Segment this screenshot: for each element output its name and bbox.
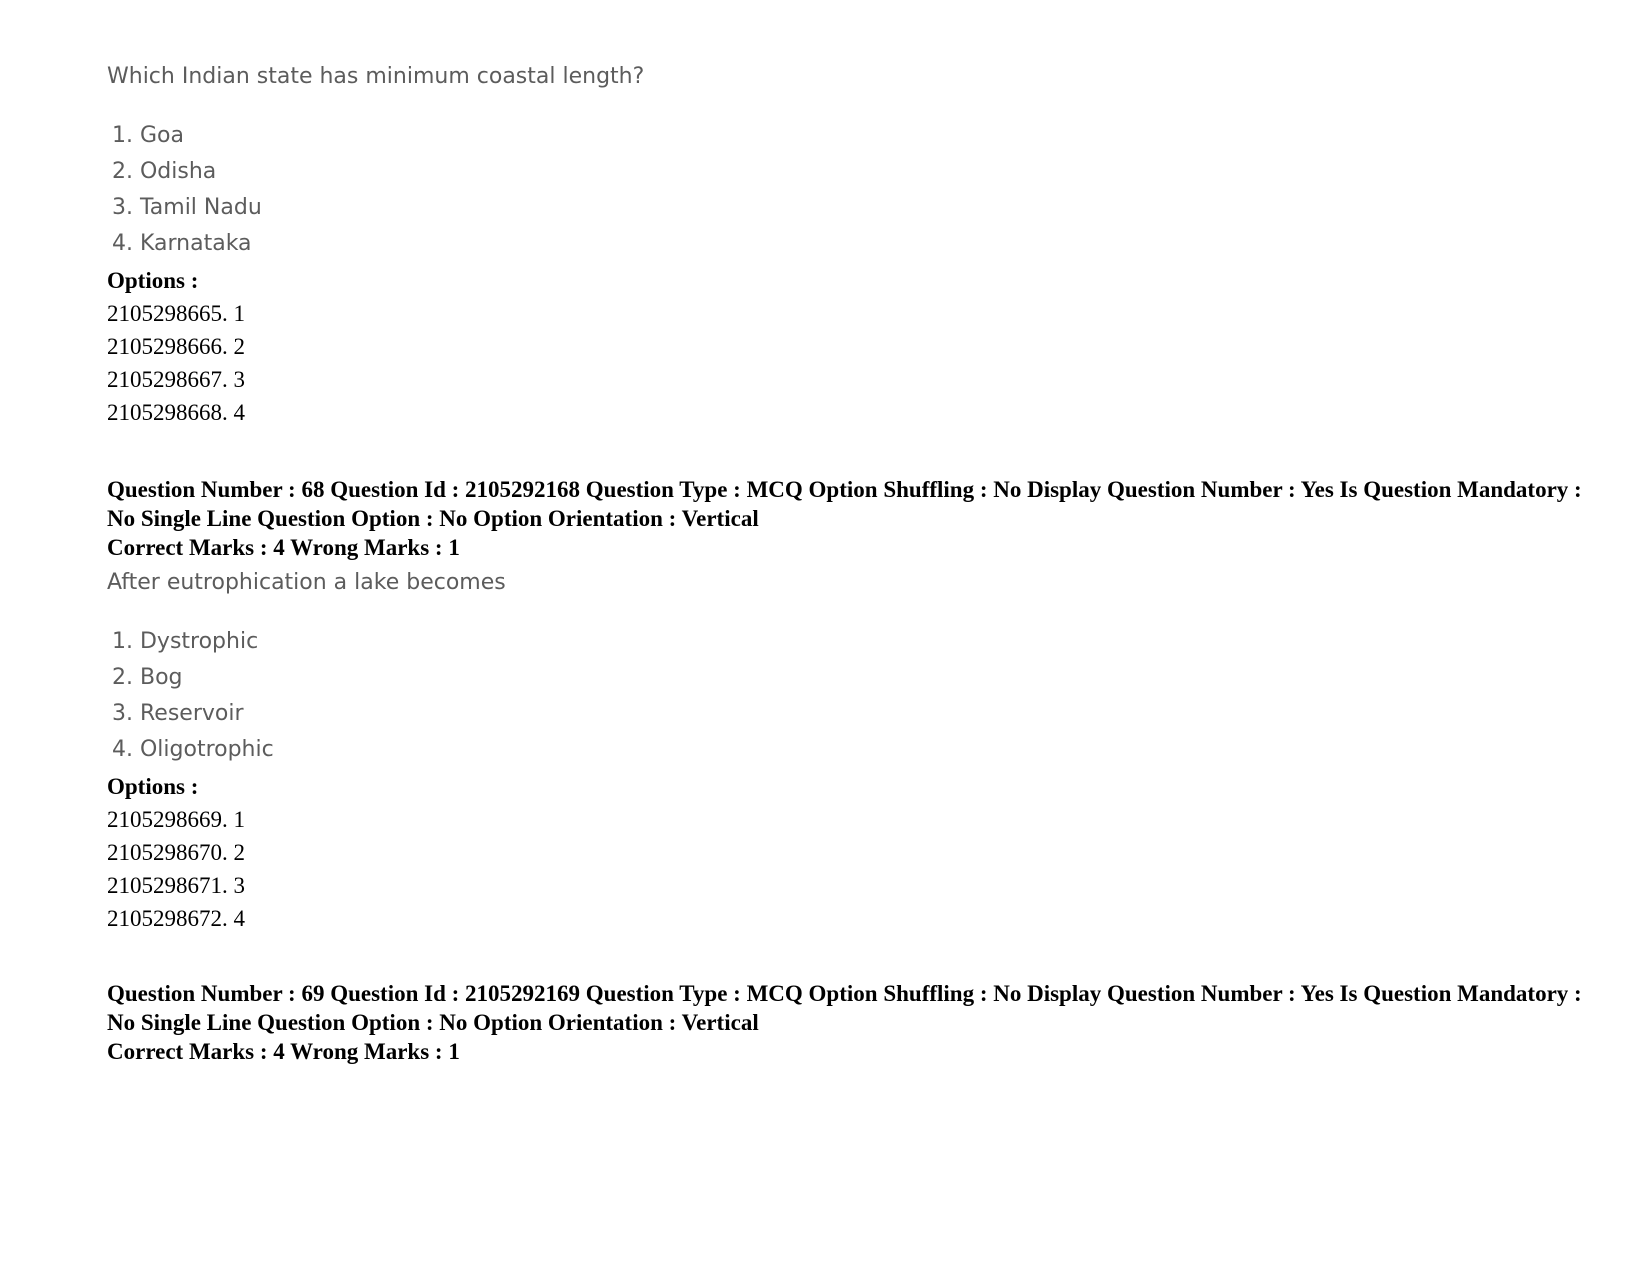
question-67-text: Which Indian state has minimum coastal length?	[107, 64, 645, 89]
question-67-options-label: Options :	[107, 268, 199, 293]
question-67-choice-3: 3. Tamil Nadu	[112, 195, 262, 220]
question-68-option-id-1: 2105298669. 1	[107, 807, 245, 832]
question-67-option-id-2: 2105298666. 2	[107, 334, 245, 359]
question-68-text: After eutrophication a lake becomes	[107, 570, 506, 595]
question-68-meta: Question Number : 68 Question Id : 2105292168 Question Type : MCQ Option Shuffling : No Display Question Number : Yes Is Question Mandatory : No Single Line Question Option : No Option Orientation : Vertical	[107, 477, 1582, 531]
question-68-marks: Correct Marks : 4 Wrong Marks : 1	[107, 535, 460, 560]
question-68-option-id-3: 2105298671. 3	[107, 873, 245, 898]
question-69-marks: Correct Marks : 4 Wrong Marks : 1	[107, 1039, 460, 1064]
question-68-option-id-4: 2105298672. 4	[107, 906, 245, 931]
question-69-meta: Question Number : 69 Question Id : 2105292169 Question Type : MCQ Option Shuffling : No Display Question Number : Yes Is Question Mandatory : No Single Line Question Option : No Option Orientation : Vertical	[107, 981, 1582, 1035]
question-67-option-id-1: 2105298665. 1	[107, 301, 245, 326]
question-68-choice-2: 2. Bog	[112, 665, 183, 690]
question-67-choice-4: 4. Karnataka	[112, 231, 252, 256]
question-68-choice-4: 4. Oligotrophic	[112, 737, 274, 762]
question-67-option-id-4: 2105298668. 4	[107, 400, 245, 425]
question-68-choice-1: 1. Dystrophic	[112, 629, 259, 654]
question-67-choice-2: 2. Odisha	[112, 159, 217, 184]
question-67-choice-1: 1. Goa	[112, 123, 184, 148]
question-67-option-id-3: 2105298667. 3	[107, 367, 245, 392]
question-68-option-id-2: 2105298670. 2	[107, 840, 245, 865]
question-68-options-label: Options :	[107, 774, 199, 799]
question-68-choice-3: 3. Reservoir	[112, 701, 244, 726]
